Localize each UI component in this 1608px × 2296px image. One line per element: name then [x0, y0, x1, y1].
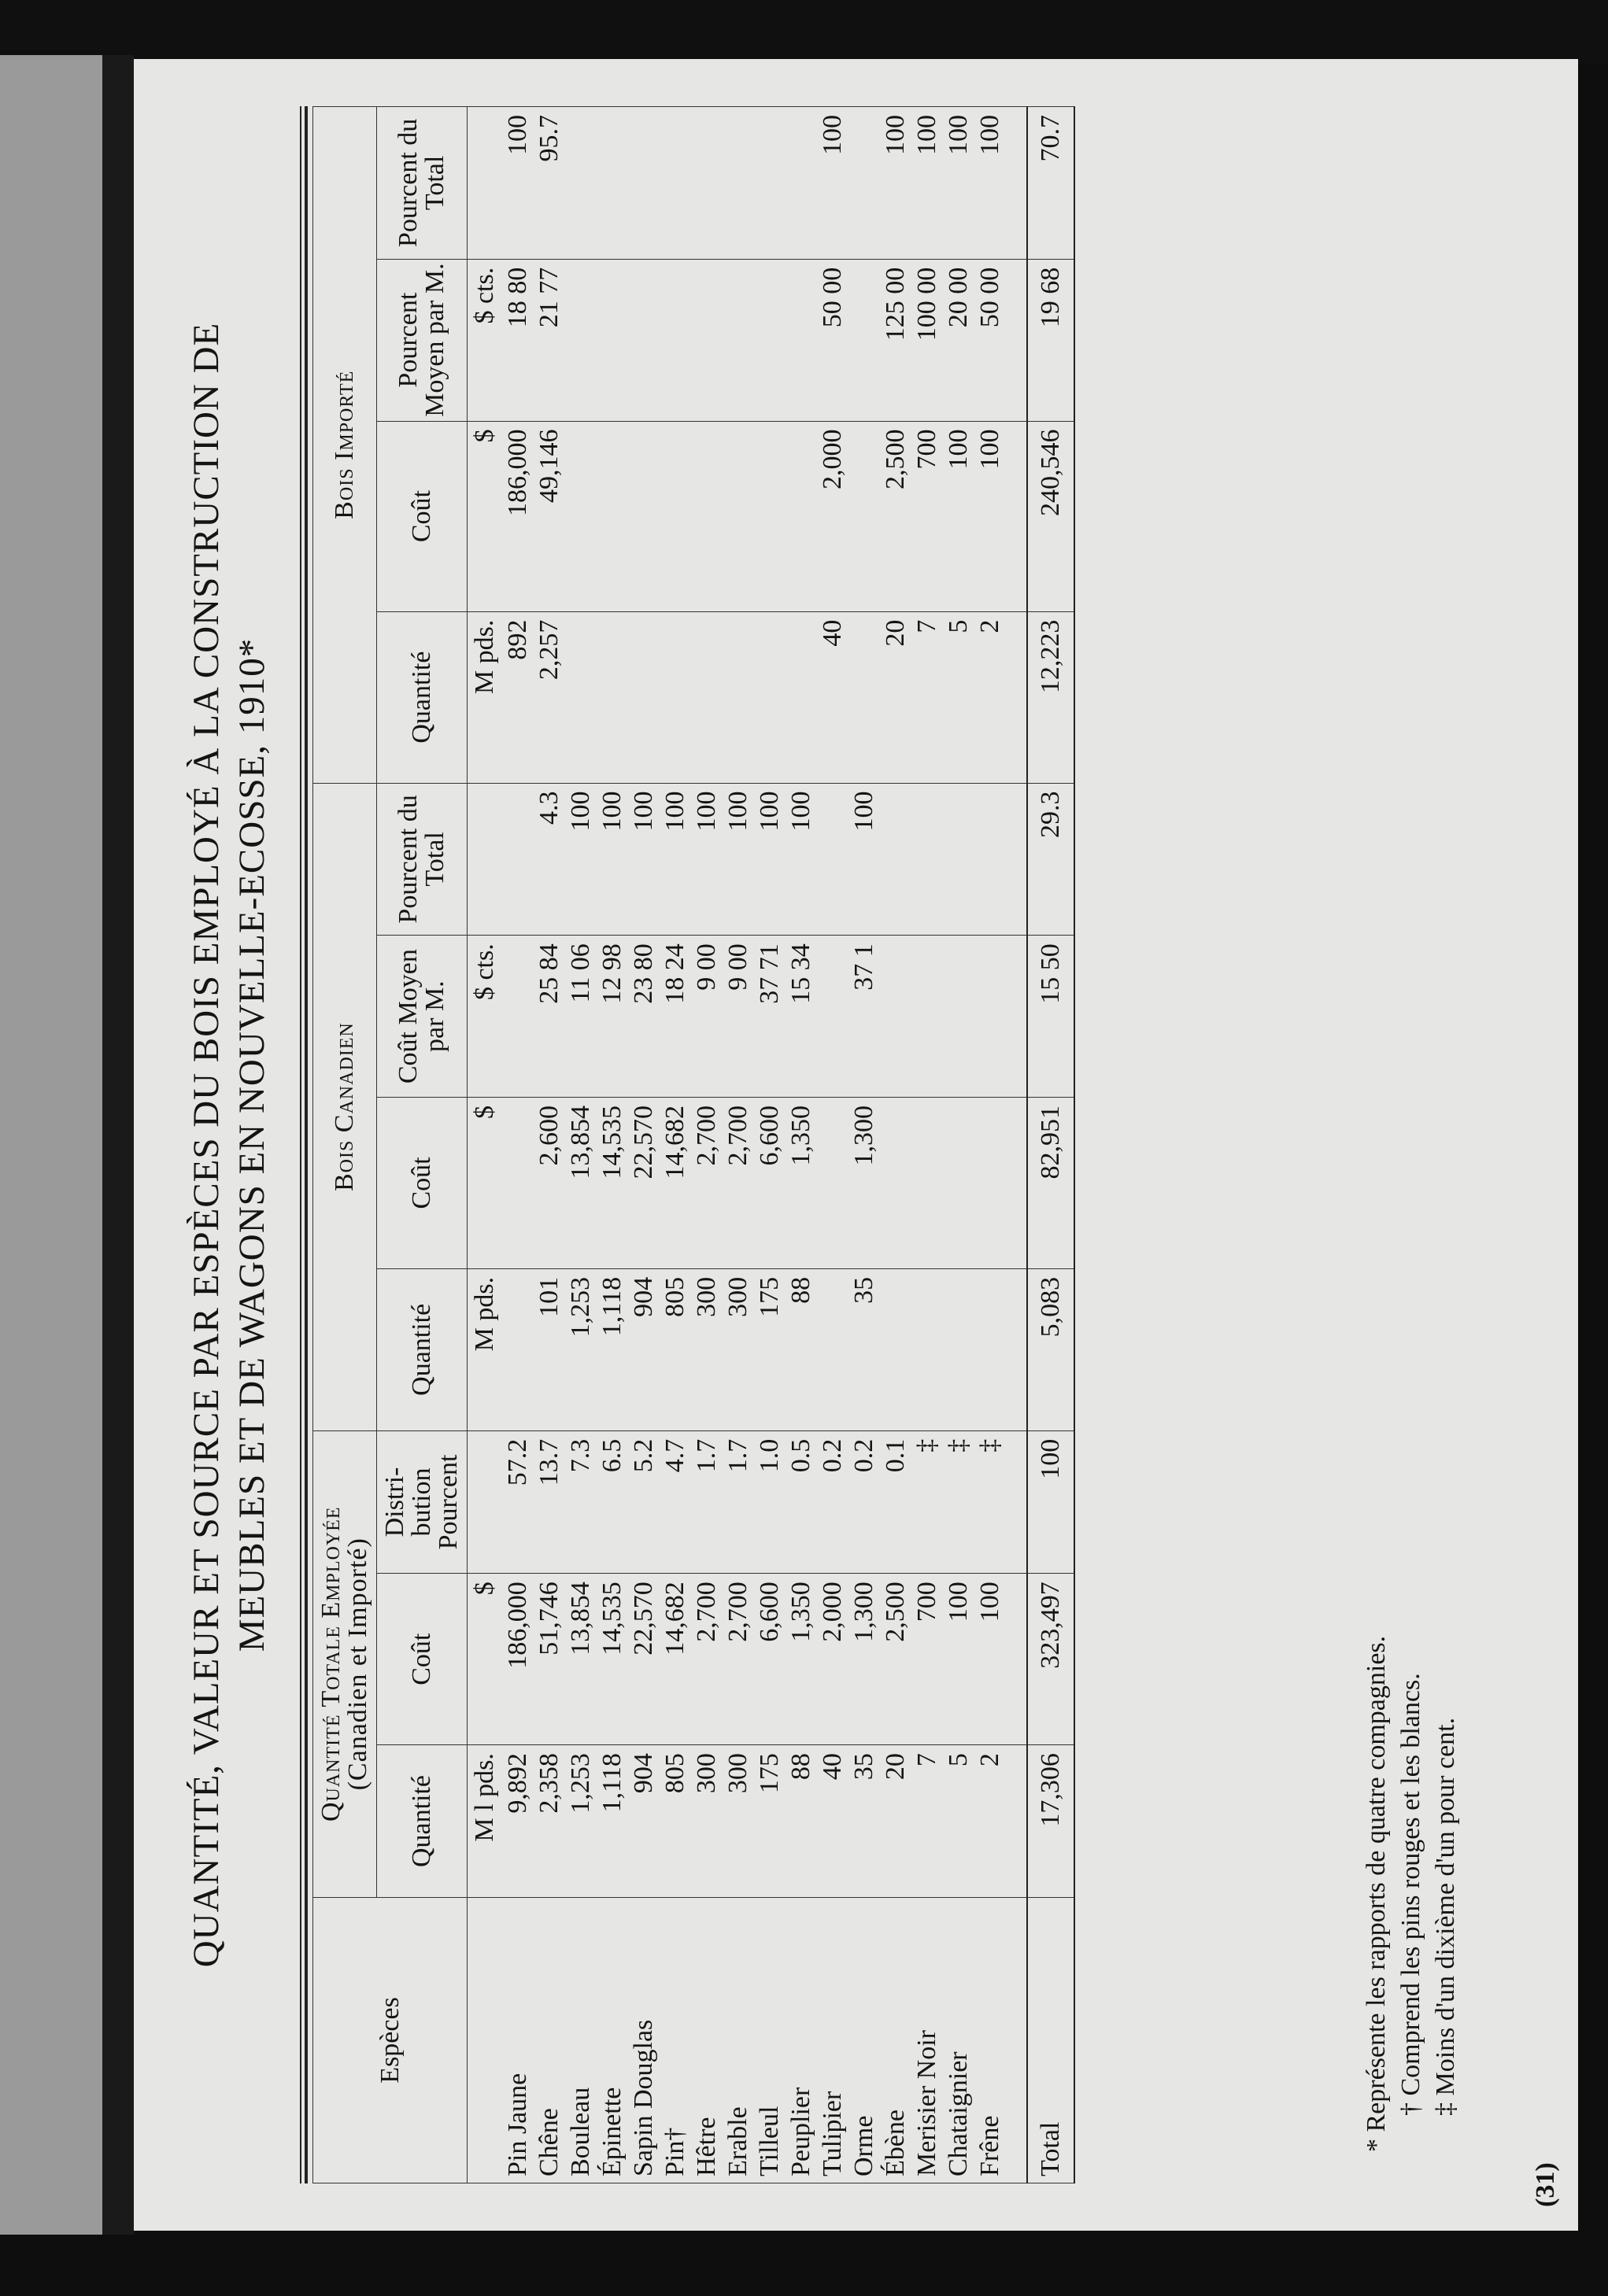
cell-imp-pourcent-moyen: 50 00: [974, 259, 1006, 421]
title-line-1: QUANTITÉ, VALEUR ET SOURCE PAR ESPÈCES DU BOIS EMPLOYÉ À LA CONSTRUCTION DE: [186, 322, 227, 1968]
table-row: [660, 107, 691, 2183]
unit-imp-pourcent-moyen: $ cts.: [468, 259, 503, 421]
cell-espece: Sapin Douglas: [628, 1897, 660, 2183]
cell-espece: Tulipier: [817, 1897, 848, 2183]
cell-total-quantite: 1,253: [565, 1745, 597, 1898]
cell-can-quantite: 175: [754, 1268, 786, 1430]
top-rule-thick: [305, 106, 308, 2183]
scan-border: [0, 0, 1608, 63]
rotated-content: [161, 75, 1562, 2215]
table-row: [691, 107, 723, 2183]
cell-total-quantite: 300: [691, 1745, 723, 1898]
spacer-cell: [1006, 107, 1027, 260]
cell-imp-cout: 49,146: [534, 421, 565, 611]
cell-can-pourcent-total: 29.3: [1027, 783, 1074, 936]
header-can-cout-moyen: Coût Moyen par M.: [377, 936, 468, 1098]
cell-total-distribution: 13.7: [534, 1430, 565, 1574]
cell-can-pourcent-total: 100: [723, 783, 754, 936]
cell-imp-pourcent-moyen: [848, 259, 880, 421]
cell-can-pourcent-total: [943, 783, 974, 936]
cell-imp-pourcent-moyen: [565, 259, 597, 421]
cell-imp-pourcent-moyen: 20 00: [943, 259, 974, 421]
cell-total-quantite: 2: [974, 1745, 1006, 1898]
header-total-cout: Coût: [377, 1574, 468, 1745]
cell-can-quantite: 1,253: [565, 1268, 597, 1430]
cell-total-quantite: 904: [628, 1745, 660, 1898]
cell-can-cout: 22,570: [628, 1098, 660, 1269]
cell-total-distribution: ‡: [911, 1430, 943, 1574]
scanned-page: [134, 59, 1578, 2231]
cell-can-quantite: [911, 1268, 943, 1430]
cell-imp-pourcent-moyen: [660, 259, 691, 421]
cell-can-cout: 6,600: [754, 1098, 786, 1269]
cell-imp-quantite: [628, 611, 660, 783]
table-row: [817, 107, 848, 2183]
cell-can-quantite: 300: [723, 1268, 754, 1430]
cell-can-cout-moyen: 9 00: [723, 936, 754, 1098]
cell-imp-pourcent-moyen: [786, 259, 817, 421]
unit-can-pourcent: [468, 783, 503, 936]
spacer-row: [1006, 107, 1027, 2183]
cell-imp-pourcent-total: 100: [880, 107, 911, 260]
header-row-groups: [313, 107, 377, 2183]
unit-can-quantite: M pds.: [468, 1268, 503, 1430]
header-row-columns: [377, 107, 468, 2183]
cell-imp-quantite: 7: [911, 611, 943, 783]
cell-total-quantite: 17,306: [1027, 1745, 1074, 1898]
unit-can-cout-moyen: $ cts.: [468, 936, 503, 1098]
cell-imp-quantite: 2: [974, 611, 1006, 783]
cell-can-quantite: 805: [660, 1268, 691, 1430]
cell-imp-quantite: [754, 611, 786, 783]
units-especes: [468, 1897, 503, 2183]
spacer-cell: [1006, 259, 1027, 421]
header-imp-quantite: Quantité: [377, 611, 468, 783]
spine-shadow: [102, 55, 134, 2235]
cell-espece: Tilleul: [754, 1897, 786, 2183]
cell-total-cout: 186,000: [502, 1574, 534, 1745]
cell-total-cout: 323,497: [1027, 1574, 1074, 1745]
table-row: [943, 107, 974, 2183]
unit-imp-quantite: M pds.: [468, 611, 503, 783]
cell-can-pourcent-total: 100: [660, 783, 691, 936]
cell-imp-cout: [848, 421, 880, 611]
cell-total-quantite: 5: [943, 1745, 974, 1898]
cell-can-cout-moyen: 23 80: [628, 936, 660, 1098]
header-can-cout: Coût: [377, 1098, 468, 1269]
cell-can-quantite: [974, 1268, 1006, 1430]
cell-total-distribution: 0.2: [848, 1430, 880, 1574]
footnotes: [1359, 893, 1463, 2152]
cell-can-pourcent-total: 100: [754, 783, 786, 936]
cell-can-cout: 14,535: [597, 1098, 628, 1269]
cell-total-cout: 13,854: [565, 1574, 597, 1745]
cell-imp-pourcent-total: 100: [911, 107, 943, 260]
cell-total-cout: 1,300: [848, 1574, 880, 1745]
cell-can-cout: [880, 1098, 911, 1269]
cell-espece: Merisier Noir: [911, 1897, 943, 2183]
cell-can-pourcent-total: [911, 783, 943, 936]
cell-imp-quantite: 5: [943, 611, 974, 783]
cell-total-distribution: 100: [1027, 1430, 1074, 1574]
cell-can-pourcent-total: 100: [565, 783, 597, 936]
cell-can-pourcent-total: [974, 783, 1006, 936]
spacer-cell: [1006, 936, 1027, 1098]
unit-total-quantite: M l pds.: [468, 1745, 503, 1898]
cell-can-cout: 82,951: [1027, 1098, 1074, 1269]
cell-can-cout: 13,854: [565, 1098, 597, 1269]
units-row: [468, 107, 503, 2183]
header-group-importe: Bois Importé: [313, 107, 377, 784]
cell-can-cout-moyen: [943, 936, 974, 1098]
top-rule: [300, 106, 301, 2183]
cell-can-cout: [943, 1098, 974, 1269]
cell-total-distribution: 57.2: [502, 1430, 534, 1574]
header-can-pourcent-total: Pourcent du Total: [377, 783, 468, 936]
cell-espece: Ébène: [880, 1897, 911, 2183]
cell-can-pourcent-total: [880, 783, 911, 936]
cell-imp-quantite: 20: [880, 611, 911, 783]
cell-can-quantite: 35: [848, 1268, 880, 1430]
cell-imp-pourcent-total: [691, 107, 723, 260]
cell-imp-quantite: [848, 611, 880, 783]
cell-can-cout-moyen: [502, 936, 534, 1098]
cell-imp-cout: [628, 421, 660, 611]
spacer-cell: [1006, 1897, 1027, 2183]
footnote-2: † Comprend les pins rouges et les blancs.: [1396, 1673, 1425, 2116]
cell-imp-quantite: [597, 611, 628, 783]
cell-total-quantite: 40: [817, 1745, 848, 1898]
cell-can-cout-moyen: [911, 936, 943, 1098]
cell-imp-pourcent-total: [848, 107, 880, 260]
cell-total-distribution: 1.0: [754, 1430, 786, 1574]
cell-total-cout: 100: [943, 1574, 974, 1745]
cell-imp-pourcent-total: [597, 107, 628, 260]
cell-can-pourcent-total: 100: [628, 783, 660, 936]
cell-total-distribution: ‡: [943, 1430, 974, 1574]
cell-imp-pourcent-moyen: [754, 259, 786, 421]
cell-can-quantite: 101: [534, 1268, 565, 1430]
cell-total-cout: 14,535: [597, 1574, 628, 1745]
cell-total-distribution: 1.7: [723, 1430, 754, 1574]
cell-can-cout: [974, 1098, 1006, 1269]
cell-can-cout: 1,300: [848, 1098, 880, 1269]
cell-can-quantite: 300: [691, 1268, 723, 1430]
cell-imp-cout: [754, 421, 786, 611]
header-especes: Espèces: [313, 1897, 468, 2183]
header-total-distribution: Distri-bution Pourcent: [377, 1430, 468, 1574]
cell-total-distribution: 5.2: [628, 1430, 660, 1574]
cell-can-quantite: 1,118: [597, 1268, 628, 1430]
header-total-quantite: Quantité: [377, 1745, 468, 1898]
table-row: [723, 107, 754, 2183]
footnote-1: * Représente les rapports de quatre compagnies.: [1362, 1635, 1391, 2152]
cell-imp-pourcent-total: [754, 107, 786, 260]
cell-imp-pourcent-moyen: 21 77: [534, 259, 565, 421]
cell-espece: Épinette: [597, 1897, 628, 2183]
cell-can-cout-moyen: 37 71: [754, 936, 786, 1098]
cell-imp-pourcent-total: [786, 107, 817, 260]
cell-imp-pourcent-moyen: 100 00: [911, 259, 943, 421]
cell-can-quantite: 904: [628, 1268, 660, 1430]
cell-can-quantite: [502, 1268, 534, 1430]
cell-espece: Frêne: [974, 1897, 1006, 2183]
table-row: [754, 107, 786, 2183]
cell-imp-cout: [786, 421, 817, 611]
cell-can-quantite: [880, 1268, 911, 1430]
cell-total-distribution: ‡: [974, 1430, 1006, 1574]
cell-imp-pourcent-total: 100: [943, 107, 974, 260]
table-row: [502, 107, 534, 2183]
cell-can-quantite: [943, 1268, 974, 1430]
cell-imp-quantite: [723, 611, 754, 783]
cell-imp-pourcent-total: 100: [817, 107, 848, 260]
cell-total-cout: 14,682: [660, 1574, 691, 1745]
cell-can-cout-moyen: 18 24: [660, 936, 691, 1098]
table-title: [183, 106, 275, 2183]
cell-can-cout-moyen: 37 1: [848, 936, 880, 1098]
cell-imp-cout: 100: [943, 421, 974, 611]
unit-imp-cout: $: [468, 421, 503, 611]
cell-can-cout: [911, 1098, 943, 1269]
cell-imp-quantite: [691, 611, 723, 783]
cell-can-cout: 14,682: [660, 1098, 691, 1269]
cell-total-quantite: 175: [754, 1745, 786, 1898]
cell-total-quantite: 7: [911, 1745, 943, 1898]
cell-total-distribution: 0.1: [880, 1430, 911, 1574]
cell-imp-pourcent-moyen: [691, 259, 723, 421]
table-row: [974, 107, 1006, 2183]
cell-can-cout-moyen: 15 50: [1027, 936, 1074, 1098]
cell-imp-pourcent-total: [628, 107, 660, 260]
book-spine: [0, 55, 102, 2235]
unit-total-cout: $: [468, 1574, 503, 1745]
cell-total-distribution: 0.2: [817, 1430, 848, 1574]
cell-can-quantite: [817, 1268, 848, 1430]
cell-imp-cout: 2,500: [880, 421, 911, 611]
cell-total-distribution: 4.7: [660, 1430, 691, 1574]
cell-imp-pourcent-moyen: 18 80: [502, 259, 534, 421]
spacer-cell: [1006, 783, 1027, 936]
cell-imp-quantite: 2,257: [534, 611, 565, 783]
cell-can-cout: 2,600: [534, 1098, 565, 1269]
cell-imp-pourcent-total: 100: [974, 107, 1006, 260]
unit-can-cout: $: [468, 1098, 503, 1269]
cell-total-distribution: 6.5: [597, 1430, 628, 1574]
cell-can-quantite: 5,083: [1027, 1268, 1074, 1430]
cell-total-quantite: 20: [880, 1745, 911, 1898]
spacer-cell: [1006, 1574, 1027, 1745]
cell-total-cout: 2,000: [817, 1574, 848, 1745]
cell-can-cout: [502, 1098, 534, 1269]
cell-imp-quantite: 40: [817, 611, 848, 783]
cell-espece: Peuplier: [786, 1897, 817, 2183]
cell-can-cout: 2,700: [691, 1098, 723, 1269]
cell-can-cout: [817, 1098, 848, 1269]
cell-can-pourcent-total: 100: [848, 783, 880, 936]
header-imp-cout: Coût: [377, 421, 468, 611]
cell-total-cout: 51,746: [534, 1574, 565, 1745]
cell-imp-pourcent-total: [565, 107, 597, 260]
cell-can-cout: 2,700: [723, 1098, 754, 1269]
cell-total-quantite: 9,892: [502, 1745, 534, 1898]
cell-imp-pourcent-moyen: 19 68: [1027, 259, 1074, 421]
cell-total-cout: 700: [911, 1574, 943, 1745]
cell-espece: Bouleau: [565, 1897, 597, 2183]
cell-imp-quantite: [660, 611, 691, 783]
spacer-cell: [1006, 1430, 1027, 1574]
cell-imp-cout: [565, 421, 597, 611]
cell-total-quantite: 2,358: [534, 1745, 565, 1898]
cell-total-cout: 22,570: [628, 1574, 660, 1745]
cell-imp-cout: [723, 421, 754, 611]
page-number: (31): [1531, 2162, 1560, 2207]
cell-imp-pourcent-moyen: [628, 259, 660, 421]
unit-imp-pourcent: [468, 107, 503, 260]
cell-can-cout-moyen: [880, 936, 911, 1098]
cell-total-quantite: 1,118: [597, 1745, 628, 1898]
cell-imp-pourcent-total: [723, 107, 754, 260]
cell-espece: Chêne: [534, 1897, 565, 2183]
header-imp-pourcent-total: Pourcent du Total: [377, 107, 468, 260]
cell-can-pourcent-total: 100: [691, 783, 723, 936]
cell-imp-pourcent-moyen: [723, 259, 754, 421]
cell-total-quantite: 88: [786, 1745, 817, 1898]
header-group-total-label: Quantité Totale Employée: [316, 1506, 346, 1822]
unit-total-distribution: [468, 1430, 503, 1574]
cell-can-cout-moyen: 25 84: [534, 936, 565, 1098]
cell-imp-cout: 186,000: [502, 421, 534, 611]
cell-imp-quantite: [565, 611, 597, 783]
cell-imp-pourcent-total: 100: [502, 107, 534, 260]
table-row: [848, 107, 880, 2183]
cell-imp-cout: [691, 421, 723, 611]
cell-imp-pourcent-moyen: [597, 259, 628, 421]
spacer-cell: [1006, 1098, 1027, 1269]
table-row: [565, 107, 597, 2183]
cell-imp-pourcent-total: 70.7: [1027, 107, 1074, 260]
cell-total-cout: 100: [974, 1574, 1006, 1745]
cell-can-cout-moyen: 9 00: [691, 936, 723, 1098]
cell-can-quantite: 88: [786, 1268, 817, 1430]
cell-can-pourcent-total: 4.3: [534, 783, 565, 936]
cell-total-cout: 1,350: [786, 1574, 817, 1745]
header-imp-pourcent-moyen: Pourcent Moyen par M.: [377, 259, 468, 421]
header-group-canadien: Bois Canadien: [313, 783, 377, 1430]
table-row: [880, 107, 911, 2183]
cell-espece: Pin†: [660, 1897, 691, 2183]
cell-imp-pourcent-total: [660, 107, 691, 260]
header-can-quantite: Quantité: [377, 1268, 468, 1430]
cell-can-pourcent-total: 100: [786, 783, 817, 936]
cell-total-cout: 2,700: [691, 1574, 723, 1745]
table-row: [786, 107, 817, 2183]
wood-species-table: [312, 106, 1075, 2183]
cell-espece: Hêtre: [691, 1897, 723, 2183]
table-row: [597, 107, 628, 2183]
cell-can-cout-moyen: 11 06: [565, 936, 597, 1098]
cell-imp-quantite: 892: [502, 611, 534, 783]
footnote-3: ‡ Moins d'un dixième d'un pour cent.: [1431, 1717, 1460, 2116]
cell-total-distribution: 0.5: [786, 1430, 817, 1574]
cell-total-cout: 2,700: [723, 1574, 754, 1745]
total-row: [1027, 107, 1074, 2183]
table-row: [911, 107, 943, 2183]
cell-total-quantite: 300: [723, 1745, 754, 1898]
spacer-cell: [1006, 1745, 1027, 1898]
cell-imp-quantite: [786, 611, 817, 783]
cell-imp-cout: 100: [974, 421, 1006, 611]
cell-can-pourcent-total: [817, 783, 848, 936]
cell-imp-cout: 240,546: [1027, 421, 1074, 611]
cell-espece: Pin Jaune: [502, 1897, 534, 2183]
cell-imp-cout: 700: [911, 421, 943, 611]
cell-total-cout: 6,600: [754, 1574, 786, 1745]
spacer-cell: [1006, 1268, 1027, 1430]
table-row: [628, 107, 660, 2183]
header-group-total: [313, 1430, 377, 1897]
cell-total-quantite: 35: [848, 1745, 880, 1898]
cell-imp-pourcent-total: 95.7: [534, 107, 565, 260]
cell-imp-cout: 2,000: [817, 421, 848, 611]
cell-can-pourcent-total: 100: [597, 783, 628, 936]
cell-imp-quantite: 12,223: [1027, 611, 1074, 783]
cell-can-cout-moyen: 15 34: [786, 936, 817, 1098]
cell-espece: Orme: [848, 1897, 880, 2183]
cell-can-cout-moyen: [817, 936, 848, 1098]
cell-total-quantite: 805: [660, 1745, 691, 1898]
spacer-cell: [1006, 611, 1027, 783]
cell-imp-cout: [597, 421, 628, 611]
cell-can-pourcent-total: [502, 783, 534, 936]
cell-imp-pourcent-moyen: 125 00: [880, 259, 911, 421]
cell-can-cout: 1,350: [786, 1098, 817, 1269]
header-group-total-sub: (Canadien et Importé): [343, 1537, 372, 1791]
cell-imp-pourcent-moyen: 50 00: [817, 259, 848, 421]
cell-espece: Chataignier: [943, 1897, 974, 2183]
table-row: [534, 107, 565, 2183]
table-body: [468, 107, 1075, 2183]
cell-imp-cout: [660, 421, 691, 611]
cell-espece: Total: [1027, 1897, 1074, 2183]
title-line-2: MEUBLES ET DE WAGONS EN NOUVELLE-ECOSSE, 1910*: [231, 637, 272, 1652]
cell-can-cout-moyen: [974, 936, 1006, 1098]
spacer-cell: [1006, 421, 1027, 611]
cell-can-cout-moyen: 12 98: [597, 936, 628, 1098]
cell-total-cout: 2,500: [880, 1574, 911, 1745]
cell-espece: Erable: [723, 1897, 754, 2183]
cell-total-distribution: 7.3: [565, 1430, 597, 1574]
cell-total-distribution: 1.7: [691, 1430, 723, 1574]
